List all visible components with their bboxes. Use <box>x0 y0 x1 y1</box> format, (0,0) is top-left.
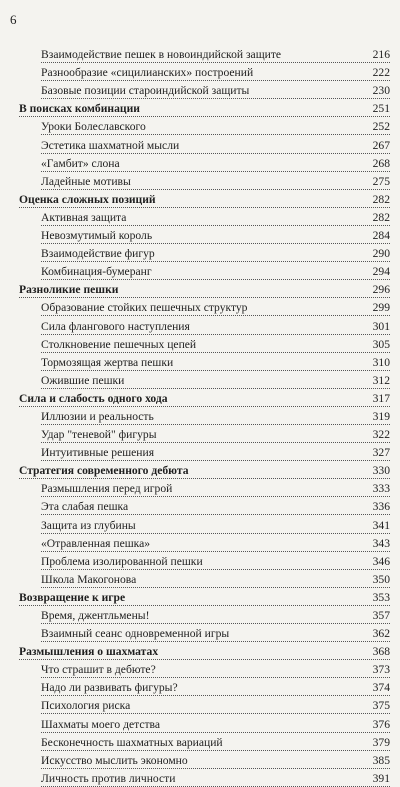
toc-page-number: 267 <box>372 138 390 152</box>
toc-page-number: 336 <box>372 500 390 514</box>
toc-section-row <box>0 190 400 208</box>
toc-page-number: 322 <box>372 428 390 442</box>
toc-item-row <box>0 407 400 425</box>
toc-page-number: 282 <box>372 192 390 206</box>
toc-item-title: Иллюзии и реальность <box>41 409 154 423</box>
toc-item-title: Эта слабая пешка <box>41 500 129 514</box>
toc-item-title: Эстетика шахматной мысли <box>41 138 180 152</box>
toc-section-title: Возвращение к игре <box>19 590 126 604</box>
toc-item-title: Базовые позиции староиндийской защиты <box>41 84 250 98</box>
toc-item-title: Проблема изолированной пешки <box>41 554 203 568</box>
toc-item-row <box>0 479 400 497</box>
toc-item-title: «Гамбит» слона <box>41 156 120 170</box>
toc-page-number: 282 <box>372 210 390 224</box>
toc-page-number: 385 <box>372 753 390 767</box>
toc-page-number: 290 <box>372 247 390 261</box>
toc-item-row <box>0 714 400 732</box>
toc-item-title: Шахматы моего детства <box>41 717 161 731</box>
toc-page-number: 312 <box>372 373 390 387</box>
toc-item-title: Школа Макогонова <box>41 572 137 586</box>
toc-item-title: Разнообразие «сицилианских» построений <box>41 66 254 80</box>
toc-item-title: Что страшит в дебюте? <box>41 663 156 677</box>
toc-page-number: 379 <box>372 735 390 749</box>
toc-page-number: 222 <box>372 66 390 80</box>
toc-page-number: 284 <box>372 229 390 243</box>
toc-item-row <box>0 515 400 533</box>
toc-page-number: 305 <box>372 337 390 351</box>
toc-page-number: 319 <box>372 409 390 423</box>
toc-section-title: Разноликие пешки <box>19 283 119 297</box>
toc-item-title: Взаимодействие пешек в новоиндийской защите <box>41 48 282 62</box>
toc-item-row <box>0 81 400 99</box>
toc-item-title: Тормозящая жертва пешки <box>41 355 174 369</box>
toc-page-number: 343 <box>372 536 390 550</box>
toc-page-number: 294 <box>372 265 390 279</box>
toc-item-row <box>0 769 400 787</box>
toc-item-row <box>0 696 400 714</box>
toc-page-number: 357 <box>372 609 390 622</box>
toc-item-row <box>0 497 400 515</box>
toc-item-row <box>0 262 400 280</box>
toc-item-title: Ладейные мотивы <box>41 174 131 188</box>
toc-item-row <box>0 63 400 81</box>
toc-item-title: Сила флангового наступления <box>41 319 190 333</box>
table-of-contents <box>0 45 400 787</box>
toc-item-title: Искусство мыслить экономно <box>41 753 188 767</box>
toc-item-row <box>0 371 400 389</box>
toc-page-number: 373 <box>372 663 390 677</box>
toc-item-row <box>0 172 400 190</box>
toc-section-row <box>0 642 400 660</box>
toc-item-title: Активная защита <box>41 210 127 224</box>
toc-item-row <box>0 733 400 751</box>
toc-item-row <box>0 678 400 696</box>
toc-item-row <box>0 552 400 570</box>
toc-item-title: Уроки Болеславского <box>41 120 146 134</box>
toc-page-number: 368 <box>372 645 390 659</box>
toc-section-row <box>0 588 400 606</box>
toc-item-title: Бесконечность шахматных вариаций <box>41 735 223 749</box>
toc-page-number: 374 <box>372 681 390 695</box>
toc-item-title: Время, джентльмены! <box>41 609 150 622</box>
toc-item-title: «Отравленная пешка» <box>41 536 151 550</box>
toc-page-number: 353 <box>372 590 390 604</box>
toc-section-title: Оценка сложных позиций <box>19 192 156 206</box>
toc-item-row <box>0 117 400 135</box>
toc-item-row <box>0 624 400 642</box>
toc-page-number: 301 <box>372 319 390 333</box>
toc-section-title: Стратегия современного дебюта <box>19 464 189 478</box>
toc-item-row <box>0 443 400 461</box>
toc-page-number: 296 <box>372 283 390 297</box>
page-number: 6 <box>10 12 17 27</box>
toc-item-title: Ожившие пешки <box>41 373 125 387</box>
toc-page-number: 275 <box>372 174 390 188</box>
toc-section-row <box>0 280 400 298</box>
toc-item-row <box>0 135 400 153</box>
toc-item-title: Взаимодействие фигур <box>41 247 155 261</box>
toc-page-number: 230 <box>372 84 390 98</box>
toc-section-row <box>0 389 400 407</box>
toc-item-row <box>0 154 400 172</box>
toc-item-row <box>0 298 400 316</box>
toc-item-title: Комбинация-бумеранг <box>41 265 152 279</box>
toc-section-title: В поисках комбинации <box>19 102 140 116</box>
toc-item-title: Образование стойких пешечных структур <box>41 301 248 315</box>
toc-page-number: 268 <box>372 156 390 170</box>
toc-item-row <box>0 45 400 63</box>
toc-page-number: 346 <box>372 554 390 568</box>
toc-item-row <box>0 660 400 678</box>
toc-item-title: Защита из глубины <box>41 518 136 532</box>
toc-item-row <box>0 534 400 552</box>
toc-section-title: Размышления о шахматах <box>19 645 159 659</box>
toc-page-number: 391 <box>372 771 390 785</box>
toc-item-title: Невозмутимый король <box>41 229 153 243</box>
toc-page-number: 252 <box>372 120 390 134</box>
toc-item-row <box>0 244 400 262</box>
toc-item-title: Психология риска <box>41 699 131 713</box>
toc-section-title: Сила и слабость одного хода <box>19 391 168 405</box>
toc-item-title: Интуитивные решения <box>41 446 155 460</box>
toc-item-row <box>0 208 400 226</box>
toc-page-number: 362 <box>372 627 390 641</box>
toc-item-row <box>0 226 400 244</box>
toc-page-number: 327 <box>372 446 390 460</box>
toc-item-row <box>0 425 400 443</box>
toc-page-number: 251 <box>372 102 390 116</box>
toc-page-number: 350 <box>372 572 390 586</box>
toc-section-row <box>0 461 400 479</box>
toc-page-number: 375 <box>372 699 390 713</box>
toc-page-number: 216 <box>372 48 390 62</box>
toc-page-number: 330 <box>372 464 390 478</box>
toc-item-title: Удар "теневой" фигуры <box>41 428 157 442</box>
toc-section-row <box>0 99 400 117</box>
toc-item-title: Надо ли развивать фигуры? <box>41 681 178 695</box>
toc-page-number: 317 <box>372 391 390 405</box>
toc-item-row <box>0 751 400 769</box>
toc-page-number: 310 <box>372 355 390 369</box>
toc-page-number: 376 <box>372 717 390 731</box>
toc-item-row <box>0 335 400 353</box>
toc-page-number: 299 <box>372 301 390 315</box>
toc-item-title: Личность против личности <box>41 771 176 785</box>
toc-item-row <box>0 316 400 334</box>
toc-item-title: Взаимный сеанс одновременной игры <box>41 627 230 641</box>
toc-page-number: 341 <box>372 518 390 532</box>
toc-item-title: Размышления перед игрой <box>41 482 173 496</box>
toc-item-title: Столкновение пешечных цепей <box>41 337 197 351</box>
toc-page-number: 333 <box>372 482 390 496</box>
toc-item-row <box>0 570 400 588</box>
toc-item-row <box>0 353 400 371</box>
